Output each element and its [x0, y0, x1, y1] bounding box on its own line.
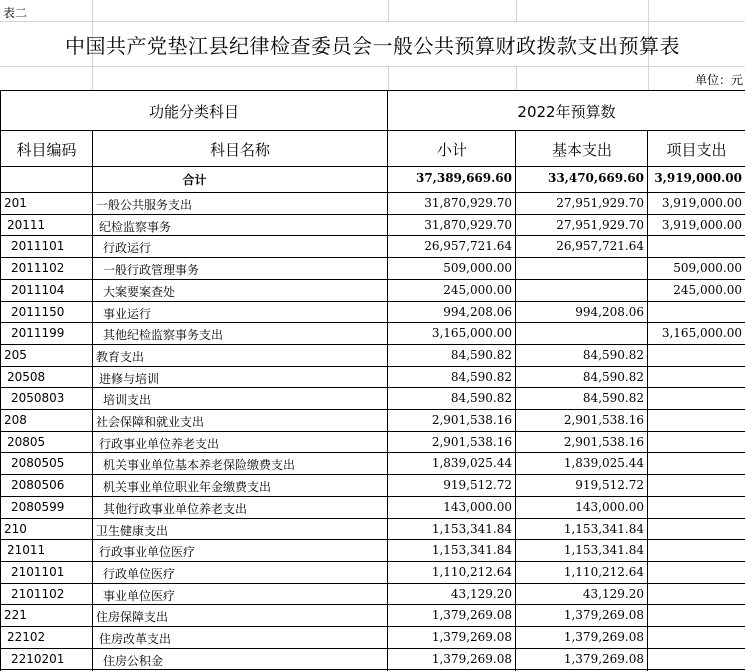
- row-name: 纪检监察事务: [99, 219, 172, 234]
- row-basic: 1,153,341.84: [563, 543, 644, 558]
- row-basic: 26,957,721.64: [556, 239, 644, 254]
- row-border: [0, 669, 745, 670]
- row-subtotal: 2,901,538.16: [431, 434, 512, 449]
- row-name: 教育支出: [96, 349, 145, 364]
- row-name: 行政事业单位医疗: [99, 545, 196, 560]
- row-basic: 1,379,269.08: [563, 630, 644, 644]
- border: [647, 130, 648, 671]
- row-code: 205: [4, 347, 27, 362]
- row-basic: 84,590.82: [582, 391, 644, 406]
- row-basic: 994,208.06: [575, 304, 644, 319]
- row-name: 行政运行: [103, 241, 152, 256]
- row-code: 2080505: [11, 456, 65, 471]
- row-code: 20508: [7, 369, 46, 384]
- row-code: 20111: [7, 217, 46, 232]
- row-project: 509,000.00: [673, 261, 742, 276]
- row-basic: 1,379,269.08: [563, 608, 644, 623]
- border: [0, 130, 745, 131]
- row-name: 事业运行: [103, 306, 152, 321]
- row-subtotal: 1,153,341.84: [431, 543, 512, 558]
- page-title: 中国共产党垫江县纪律检查委员会一般公共预算财政拨款支出预算表: [65, 34, 680, 58]
- row-code: 2050803: [11, 391, 65, 406]
- row-subtotal: 31,870,929.70: [424, 217, 512, 232]
- row-basic: 2,901,538.16: [563, 413, 644, 427]
- row-border: [0, 257, 745, 258]
- row-code: 2080599: [11, 499, 65, 514]
- header-name: 科目名称: [209, 141, 270, 159]
- row-subtotal: 994,208.06: [443, 304, 512, 319]
- gridline: [388, 66, 389, 90]
- total-basic: 33,470,669.60: [547, 171, 644, 185]
- row-code: 2011102: [11, 261, 65, 276]
- row-subtotal: 84,590.82: [450, 369, 512, 384]
- header-basic: 基本支出: [551, 141, 612, 159]
- row-name: 行政事业单位养老支出: [99, 436, 220, 451]
- row-name: 其他纪检监察事务支出: [103, 328, 224, 343]
- row-subtotal: 84,590.82: [450, 391, 512, 406]
- header-project: 项目支出: [666, 141, 727, 159]
- row-basic: 143,000.00: [575, 499, 644, 514]
- row-code: 20805: [7, 434, 46, 449]
- row-project: 3,165,000.00: [661, 326, 742, 341]
- row-basic: 1,839,025.44: [563, 456, 644, 471]
- row-name: 社会保障和就业支出: [96, 415, 205, 429]
- border: [92, 130, 93, 671]
- row-subtotal: 1,379,269.08: [431, 608, 512, 623]
- row-border: [0, 214, 745, 215]
- row-project: 3,919,000.00: [661, 217, 742, 232]
- row-code: 2011199: [11, 326, 65, 341]
- header-group-right: 2022年预算数: [517, 103, 616, 121]
- row-code: 2011150: [11, 304, 65, 319]
- row-border: [0, 409, 745, 410]
- row-subtotal: 31,870,929.70: [424, 196, 512, 210]
- row-code: 201: [4, 196, 27, 210]
- row-subtotal: 43,129.20: [450, 586, 512, 601]
- header-code: 科目编码: [16, 141, 77, 159]
- row-code: 2011101: [11, 239, 65, 254]
- row-subtotal: 1,110,212.64: [431, 564, 512, 579]
- sheet-label: 表二: [3, 6, 28, 20]
- row-basic: 1,110,212.64: [563, 564, 644, 579]
- row-border: [0, 626, 745, 627]
- total-subtotal: 37,389,669.60: [415, 171, 512, 185]
- row-name: 进修与培训: [99, 371, 160, 386]
- row-basic: 84,590.82: [582, 347, 644, 362]
- gridline: [0, 21, 745, 22]
- row-basic: 1,379,269.08: [563, 651, 644, 666]
- row-project: 3,919,000.00: [661, 196, 742, 210]
- row-subtotal: 1,379,269.08: [431, 630, 512, 644]
- row-name: 住房保障支出: [96, 610, 169, 625]
- border: [0, 192, 745, 193]
- row-border: [0, 366, 745, 367]
- row-subtotal: 143,000.00: [443, 499, 512, 514]
- row-border: [0, 474, 745, 475]
- total-project: 3,919,000.00: [654, 171, 742, 185]
- row-border: [0, 344, 745, 345]
- row-basic: 84,590.82: [582, 369, 644, 384]
- row-basic: 2,901,538.16: [563, 434, 644, 449]
- row-subtotal: 509,000.00: [443, 261, 512, 276]
- row-border: [0, 452, 745, 453]
- gridline: [516, 0, 517, 22]
- row-name: 住房改革支出: [99, 632, 172, 646]
- row-basic: 27,951,929.70: [556, 217, 644, 232]
- row-code: 21011: [7, 543, 46, 558]
- gridline: [388, 0, 389, 22]
- row-code: 208: [4, 413, 27, 427]
- row-name: 一般公共服务支出: [96, 198, 193, 212]
- row-subtotal: 3,165,000.00: [431, 326, 512, 341]
- row-code: 2101101: [11, 564, 65, 579]
- row-name: 大案要案查处: [103, 284, 176, 299]
- row-name: 机关事业单位基本养老保险缴费支出: [103, 458, 296, 473]
- row-name: 住房公积金: [103, 653, 164, 668]
- row-subtotal: 84,590.82: [450, 347, 512, 362]
- row-subtotal: 1,379,269.08: [431, 651, 512, 666]
- row-basic: 919,512.72: [575, 478, 644, 493]
- row-border: [0, 279, 745, 280]
- row-subtotal: 26,957,721.64: [424, 239, 512, 254]
- row-name: 一般行政管理事务: [103, 263, 200, 278]
- row-subtotal: 2,901,538.16: [431, 413, 512, 427]
- row-basic: 27,951,929.70: [556, 196, 644, 210]
- row-subtotal: 919,512.72: [443, 478, 512, 493]
- row-code: 22102: [7, 630, 46, 644]
- total-label: 合计: [182, 173, 207, 187]
- row-code: 2011104: [11, 282, 65, 297]
- row-name: 事业单位医疗: [103, 588, 176, 603]
- row-name: 行政单位医疗: [103, 566, 176, 581]
- row-border: [0, 561, 745, 562]
- row-border: [0, 322, 745, 323]
- row-name: 其他行政事业单位养老支出: [103, 501, 248, 516]
- row-name: 卫生健康支出: [96, 523, 169, 538]
- row-subtotal: 1,839,025.44: [431, 456, 512, 471]
- border: [0, 166, 745, 167]
- row-name: 培训支出: [103, 393, 152, 408]
- gridline: [0, 66, 745, 67]
- border: [0, 90, 745, 91]
- row-subtotal: 1,153,341.84: [431, 521, 512, 536]
- row-border: [0, 648, 745, 649]
- row-code: 2080506: [11, 478, 65, 493]
- row-border: [0, 235, 745, 236]
- row-border: [0, 301, 745, 302]
- row-basic: 1,153,341.84: [563, 521, 644, 536]
- gridline: [516, 66, 517, 90]
- row-subtotal: 245,000.00: [443, 282, 512, 297]
- row-code: 210: [4, 521, 27, 536]
- row-border: [0, 431, 745, 432]
- row-border: [0, 496, 745, 497]
- header-group-left: 功能分类科目: [148, 103, 239, 121]
- row-border: [0, 387, 745, 388]
- row-code: 221: [4, 608, 27, 623]
- row-name: 机关事业单位职业年金缴费支出: [103, 480, 272, 495]
- row-border: [0, 539, 745, 540]
- row-project: 245,000.00: [673, 282, 742, 297]
- row-border: [0, 604, 745, 605]
- header-subtotal: 小计: [436, 141, 467, 159]
- unit-label: 单位：元: [694, 73, 743, 87]
- row-basic: 43,129.20: [582, 586, 644, 601]
- row-border: [0, 583, 745, 584]
- row-border: [0, 518, 745, 519]
- row-code: 2210201: [11, 651, 65, 666]
- row-code: 2101102: [11, 586, 65, 601]
